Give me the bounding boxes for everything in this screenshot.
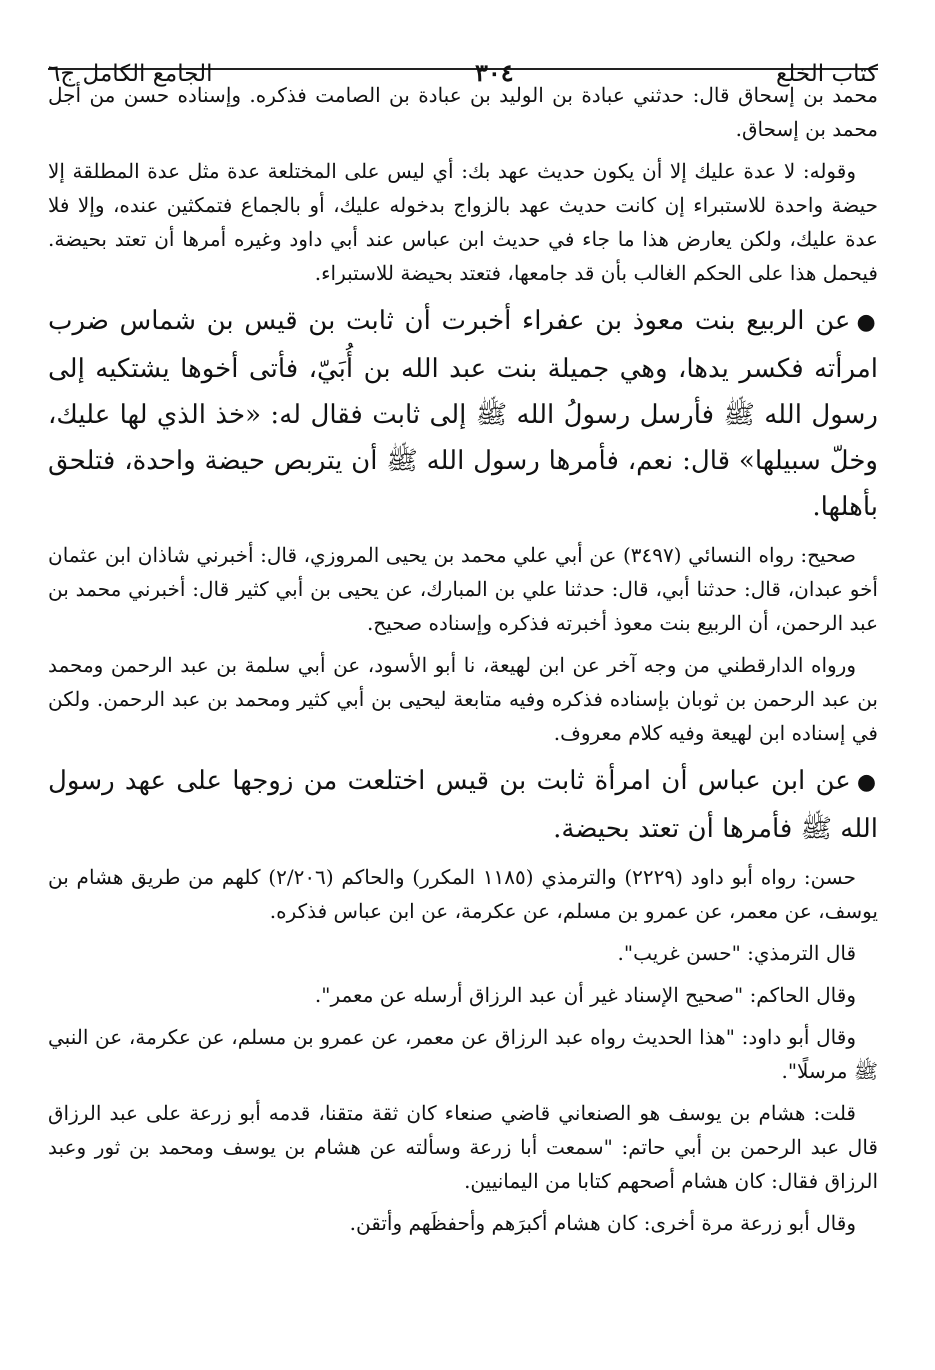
- hadith-body: عن ابن عباس أن امرأة ثابت بن قيس اختلعت من زوجها على عهد رسول الله ﷺ فأمرها أن تعتد بحيضة.: [48, 766, 878, 844]
- paragraph-text: وقال الحاكم: "صحيح الإسناد غير أن عبد الرزاق أرسله عن معمر".: [314, 983, 856, 1007]
- paragraph-text: محمد بن إسحاق قال: حدثني عبادة بن الوليد بن عبادة بن الصامت فذكره. وإسناده حسن من أجل محمد بن إسحاق.: [48, 83, 878, 141]
- paragraph: [48, 648, 878, 750]
- paragraph: [48, 1206, 878, 1240]
- hadith-body: عن الربيع بنت معوذ بن عفراء أخبرت أن ثابت بن قيس بن شماس ضرب امرأته فكسر يدها، وهي جميلة بنت عبد الله بن أُبَيّ، فأتى أخوها يشتكيه إلى رسول الله ﷺ فأرسل رسولُ الله ﷺ إلى ثابت فقال له: «خذ الذي لها عليك، وخلّ سبيلها» قال: نعم، فأمرها رسول الله ﷺ أن يتربص حيضة واحدة، فتلحق بأهلها.: [48, 306, 878, 522]
- paragraph: [48, 154, 878, 290]
- paragraph-text: قلت: هشام بن يوسف هو الصنعاني قاضي صنعاء كان ثقة متقنا، قدمه أبو زرعة على عبد الرزاق قال عبد الرحمن بن أبي حاتم: "سمعت أبا زرعة وسألته عن هشام بن يوسف ومحمد بن ثور وعبد الرزاق فقال: كان هشام أصحهم كتابا من اليمانيين.: [48, 1101, 878, 1193]
- bullet-icon: ●: [856, 770, 878, 795]
- paragraph: [48, 860, 878, 928]
- paragraph-text: وقال أبو زرعة مرة أخرى: كان هشام أكبرَهم وأحفظَهم وأتقن.: [349, 1211, 856, 1235]
- paragraph: [48, 978, 878, 1012]
- paragraph: [48, 538, 878, 640]
- chapter-title: كتاب الخلع: [776, 61, 878, 87]
- paragraph: [48, 1020, 878, 1088]
- paragraph-text: ورواه الدارقطني من وجه آخر عن ابن لهيعة، نا أبو الأسود، عن أبي سلمة بن عبد الرحمن ومحمد بن عبد الرحمن بن ثوبان بإسناده فذكره وفيه متابعة ليحيى بن أبي كثير ومحمد بن عبد الرحمن. ولكن في إسناده ابن لهيعة وفيه كلام معروف.: [48, 653, 878, 745]
- book-title: الجامع الكامل ج٦: [48, 61, 213, 87]
- paragraph-text: وقال أبو داود: "هذا الحديث رواه عبد الرزاق عن معمر، عن عمرو بن مسلم، عن عكرمة، عن النبي ﷺ مرسلًا".: [48, 1025, 878, 1083]
- running-header: [48, 0, 878, 87]
- page-body: [48, 78, 878, 1240]
- bullet-icon: ●: [856, 310, 878, 335]
- paragraph-text: صحيح: رواه النسائي (٣٤٩٧) عن أبي علي محمد بن يحيى المروزي، قال: أخبرني شاذان ابن عثمان أخو عبدان، قال: حدثنا أبي، قال: حدثنا علي بن المبارك، عن يحيى بن أبي كثير قال: أخبرني محمد بن عبد الرحمن، أن الربيع بنت معوذ أخبرته فذكره وإسناده صحيح.: [48, 543, 878, 635]
- page-number: ٣٠٤: [474, 58, 514, 87]
- hadith-text: [48, 758, 878, 852]
- paragraph-text: وقوله: لا عدة عليك إلا أن يكون حديث عهد بك: أي ليس على المختلعة عدة مثل عدة المطلقة إلا حيضة واحدة للاستبراء إن كانت حديث عهد بالزواج بدخوله عليك، أو بالجماع فتمكثين عنده، وإلا فلا عدة عليك، ولكن يعارض هذا ما جاء في حديث ابن عباس عند أبي داود وغيره أمرها أن تعتد بحيضة. فيحمل هذا على الحكم الغالب بأن قد جامعها، فتعتد بحيضة للاستبراء.: [48, 159, 878, 285]
- paragraph: [48, 936, 878, 970]
- paragraph-text: حسن: رواه أبو داود (٢٢٢٩) والترمذي (١١٨٥ المكرر) والحاكم (٢/٢٠٦) كلهم من طريق هشام بن يوسف، عن معمر، عن عمرو بن مسلم، عن عكرمة، عن ابن عباس فذكره.: [48, 865, 878, 923]
- paragraph-text: قال الترمذي: "حسن غريب".: [617, 941, 856, 965]
- hadith-text: [48, 298, 878, 530]
- paragraph: [48, 1096, 878, 1198]
- paragraph: [48, 78, 878, 146]
